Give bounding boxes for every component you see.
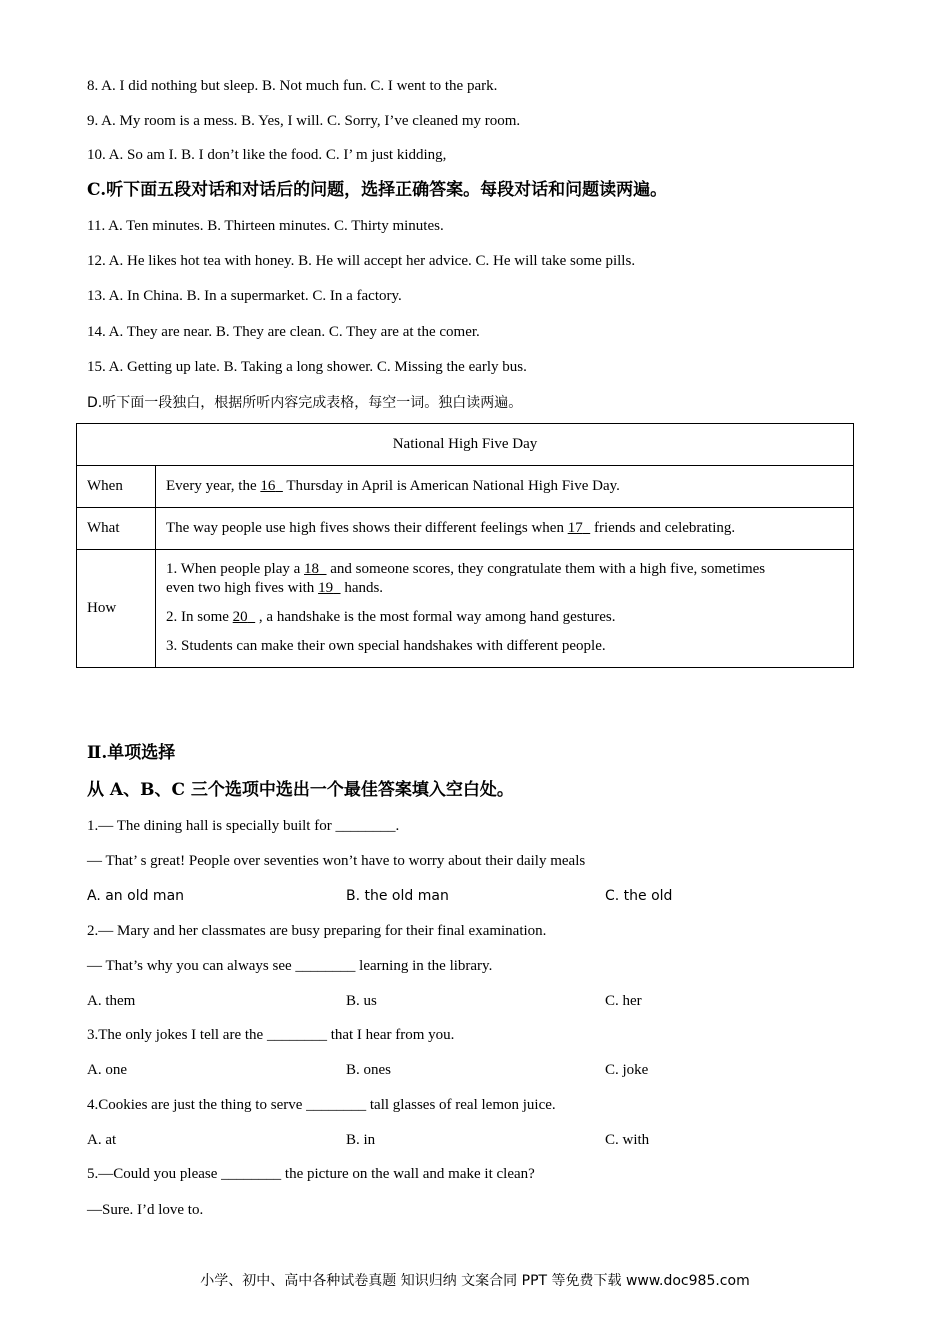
- mc-question-3: 3.The only jokes I tell are the ________ that I hear from you.: [87, 1027, 455, 1043]
- mc-question-5-reply: —Sure. I’d love to.: [87, 1202, 204, 1218]
- q1-option-a: A. an old man: [87, 888, 185, 904]
- q4-option-b: B. in: [346, 1132, 376, 1148]
- question-14: 14. A. They are near. B. They are clean. C. They are at the comer.: [87, 324, 480, 340]
- mc-question-5: 5.—Could you please ________ the picture on the wall and make it clean?: [87, 1166, 535, 1182]
- what-label: What: [77, 508, 156, 550]
- question-15: 15. A. Getting up late. B. Taking a long shower. C. Missing the early bus.: [87, 359, 527, 375]
- question-13: 13. A. In China. B. In a supermarket. C. In a factory.: [87, 288, 402, 304]
- info-table: [76, 423, 854, 668]
- how-item-3: 3. Students can make their own special handshakes with different people.: [166, 637, 606, 654]
- mc-question-4: 4.Cookies are just the thing to serve ________ tall glasses of real lemon juice.: [87, 1097, 556, 1113]
- mc-question-1-reply: — That’ s great! People over seventies won’t have to worry about their daily meals: [87, 853, 586, 869]
- q2-option-b: B. us: [346, 993, 377, 1009]
- question-9: 9. A. My room is a mess. B. Yes, I will. C. Sorry, I’ve cleaned my room.: [87, 113, 521, 129]
- blank-17: 17: [567, 520, 583, 536]
- section-d-heading: D.听下面一段独白，根据所听内容完成表格，每空一词。独白读两遍。: [87, 395, 523, 411]
- blank-18: 18: [304, 560, 320, 577]
- q4-option-c: C. with: [605, 1132, 650, 1148]
- blank-16: 16: [260, 478, 276, 494]
- section-2-title: Ⅱ.单项选择: [87, 743, 176, 763]
- question-10: 10. A. So am I. B. I don’t like the food. C. I’ m just kidding,: [87, 147, 447, 163]
- q4-option-a: A. at: [87, 1132, 117, 1148]
- question-12: 12. A. He likes hot tea with honey. B. He will accept her advice. C. He will take some pills.: [87, 253, 636, 269]
- what-cell: The way people use high fives shows their different feelings when 17 friends and celebrating.: [156, 508, 854, 550]
- question-11: 11. A. Ten minutes. B. Thirteen minutes. C. Thirty minutes.: [87, 218, 444, 234]
- table-title: National High Five Day: [77, 424, 854, 466]
- mc-question-2: 2.— Mary and her classmates are busy preparing for their final examination.: [87, 923, 547, 939]
- q3-option-a: A. one: [87, 1062, 127, 1078]
- q1-option-b: B. the old man: [346, 888, 449, 904]
- how-label: How: [77, 550, 156, 668]
- q1-option-c: C. the old: [605, 888, 673, 904]
- when-cell: Every year, the 16 Thursday in April is American National High Five Day.: [156, 466, 854, 508]
- mc-question-1: 1.— The dining hall is specially built for ________.: [87, 818, 400, 834]
- mc-question-2-reply: — That’s why you can always see ________ learning in the library.: [87, 958, 493, 974]
- q2-option-c: C. her: [605, 993, 642, 1009]
- blank-20: 20: [232, 608, 248, 625]
- blank-19: 19: [318, 579, 334, 596]
- question-8: 8. A. I did nothing but sleep. B. Not much fun. C. I went to the park.: [87, 78, 498, 94]
- q3-option-b: B. ones: [346, 1062, 391, 1078]
- q3-option-c: C. joke: [605, 1062, 649, 1078]
- when-label: When: [77, 466, 156, 508]
- footer-text: 小学、初中、高中各种试卷真题 知识归纳 文案合同 PPT 等免费下载 www.doc985.com: [200, 1273, 750, 1289]
- q2-option-a: A. them: [87, 993, 136, 1009]
- section-c-heading: C.听下面五段对话和对话后的问题，选择正确答案。每段对话和问题读两遍。: [87, 180, 668, 200]
- section-2-instruction: 从 A、B、C 三个选项中选出一个最佳答案填入空白处。: [87, 780, 514, 800]
- how-cell: 1. When people play a 18 and someone scores, they congratulate them with a high five, sometimes even two high fives with 19 hands. 2. In some 20 , a handshake is the most formal way among hand gestures. 3. Students can make their own special handshakes with different people.: [156, 550, 854, 668]
